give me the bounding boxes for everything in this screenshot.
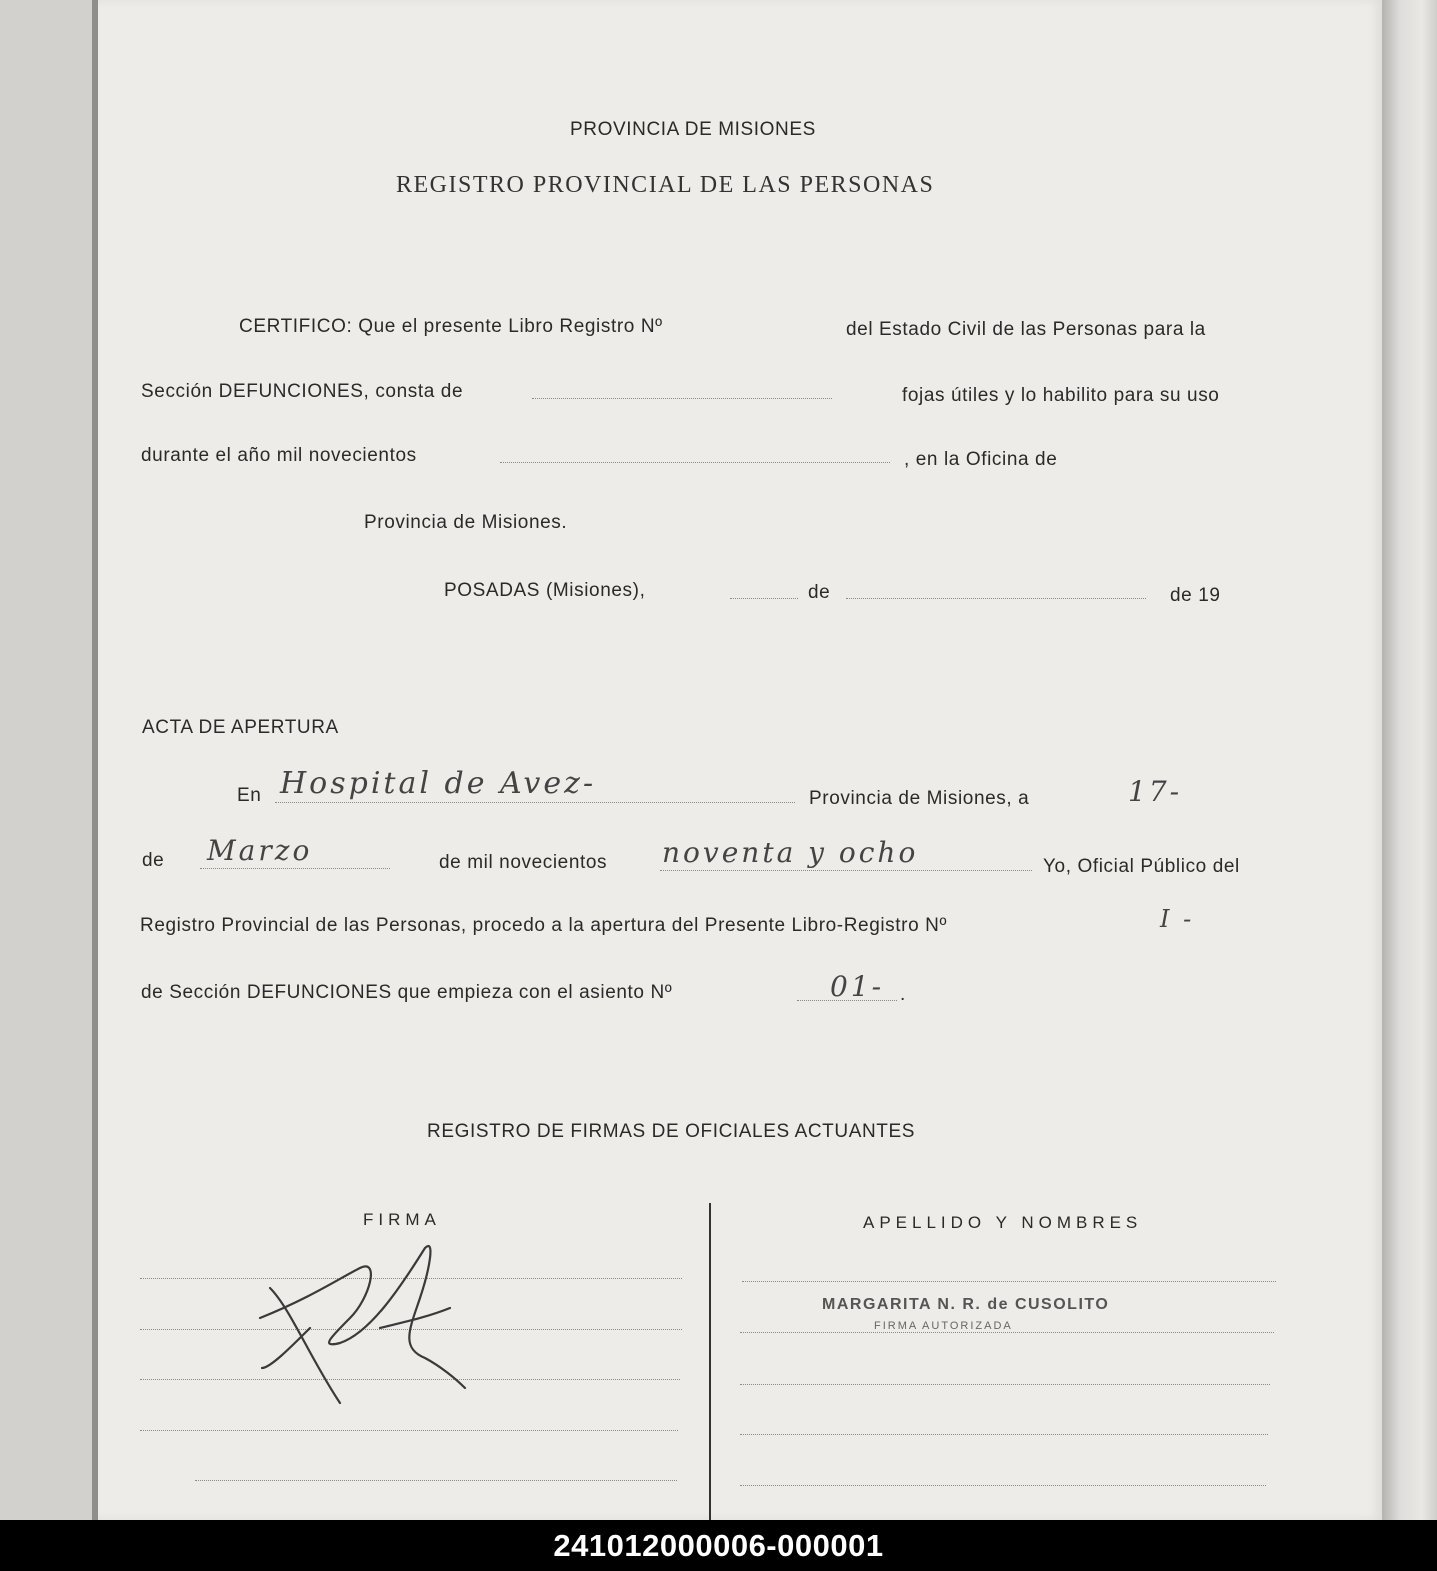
month-hand-field — [200, 868, 390, 869]
document-id-banner: 241012000006-000001 — [0, 1520, 1437, 1571]
hand-place: Hospital de Avez- — [280, 766, 597, 801]
cert-line4: Provincia de Misiones. — [364, 512, 568, 533]
entry-field — [797, 1000, 897, 1001]
de19-label: de 19 — [1170, 585, 1221, 606]
year-hand-field — [660, 870, 1032, 871]
acta-title: ACTA DE APERTURA — [142, 717, 339, 738]
official-stamp-name: MARGARITA N. R. de CUSOLITO — [822, 1296, 1110, 1313]
cert-line2-b: fojas útiles y lo habilito para su uso — [902, 385, 1220, 406]
year-field — [500, 462, 890, 463]
acta-de: de — [142, 850, 165, 871]
hand-year: noventa y ocho — [662, 836, 919, 869]
official-stamp-subtitle: FIRMA AUTORIZADA — [874, 1320, 1013, 1332]
nombre-line-1 — [742, 1281, 1276, 1282]
de-label: de — [808, 582, 831, 603]
acta-en: En — [237, 785, 262, 806]
firma-line-5 — [195, 1480, 677, 1481]
cert-line3-b: , en la Oficina de — [904, 449, 1058, 470]
registry-heading: REGISTRO PROVINCIAL DE LAS PERSONAS — [396, 172, 935, 198]
left-margin — [0, 0, 96, 1520]
cert-line2-a: Sección DEFUNCIONES, consta de — [141, 381, 464, 402]
acta-period: . — [900, 984, 906, 1005]
nombre-line-5 — [740, 1485, 1266, 1486]
acta-line3: Registro Provincial de las Personas, procedo a la apertura del Presente Libro-Registro Nº — [140, 915, 947, 936]
month-field — [846, 598, 1146, 599]
column-divider — [709, 1203, 711, 1521]
firma-line-4 — [140, 1430, 678, 1431]
cert-line1-a: CERTIFICO: Que el presente Libro Registro Nº — [239, 316, 663, 337]
signatures-title: REGISTRO DE FIRMAS DE OFICIALES ACTUANTES — [427, 1121, 916, 1142]
col-nombres: APELLIDO Y NOMBRES — [863, 1213, 1143, 1232]
acta-mil: de mil novecientos — [439, 852, 608, 873]
day-field — [730, 598, 798, 599]
hand-month: Marzo — [207, 834, 313, 867]
acta-province: Provincia de Misiones, a — [809, 788, 1030, 809]
place-field — [275, 802, 795, 803]
nombre-line-2 — [740, 1332, 1274, 1333]
handwritten-signature — [250, 1238, 480, 1418]
col-firma: FIRMA — [363, 1210, 441, 1229]
hand-entry: 01- — [830, 970, 885, 1003]
acta-line4: de Sección DEFUNCIONES que empieza con el asiento Nº — [141, 982, 673, 1003]
nombre-line-4 — [740, 1434, 1268, 1435]
place-label: POSADAS (Misiones), — [444, 580, 646, 601]
cert-line1-b: del Estado Civil de las Personas para la — [846, 319, 1206, 340]
page-right-edge — [1382, 0, 1437, 1520]
nombre-line-3 — [740, 1384, 1270, 1385]
fojas-field — [532, 398, 832, 399]
hand-day: 17- — [1128, 775, 1183, 808]
cert-line3-a: durante el año mil novecientos — [141, 445, 417, 466]
province-heading: PROVINCIA DE MISIONES — [570, 119, 816, 140]
acta-yo: Yo, Oficial Público del — [1043, 856, 1240, 877]
hand-book: I - — [1160, 905, 1195, 933]
